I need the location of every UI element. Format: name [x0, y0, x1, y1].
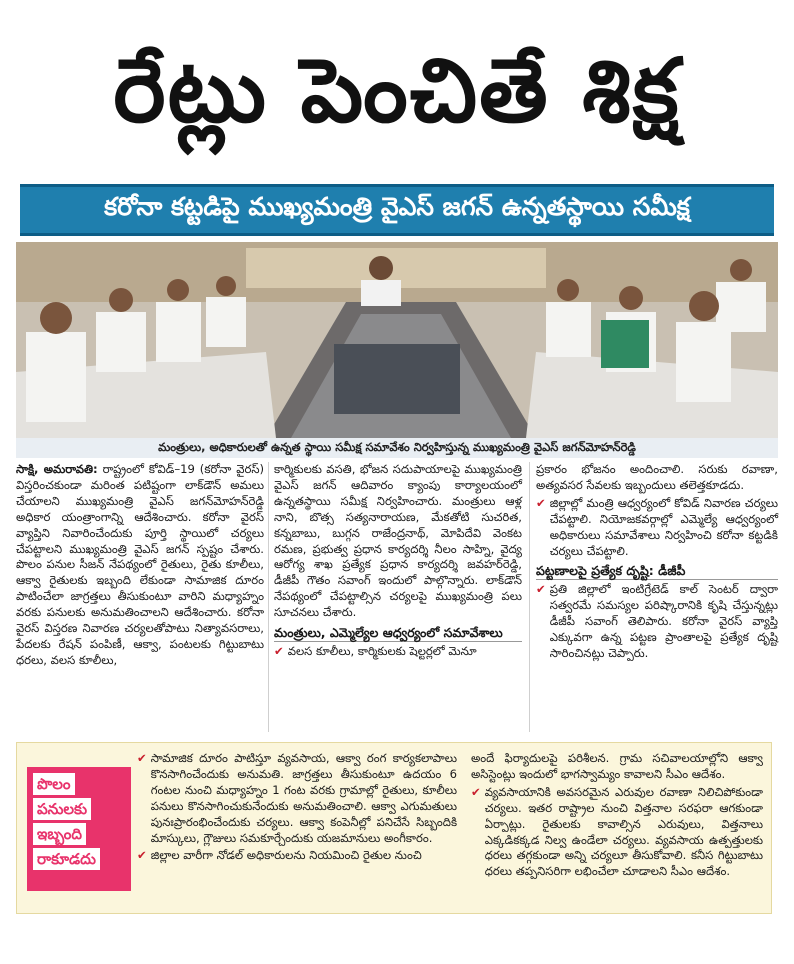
check-icon: ✔ — [471, 784, 481, 799]
headline: రేట్లు పెంచితే శిక్ష — [113, 39, 681, 142]
article-column-2 — [274, 462, 522, 662]
box-label — [27, 767, 131, 891]
box-label-line: ఇబ్బంది — [33, 823, 86, 845]
column-divider — [529, 462, 530, 732]
subheadline-banner — [20, 184, 774, 236]
article-text: రాష్ట్రంలో కోవిడ్–19 (కరోనా వైరస్) విస్తరించకుండా మరింత పటిష్టంగా లాక్‌డౌన్ అమలు చేయాలని ముఖ్యమంత్రి వైఎస్ జగన్‌మోహన్‌రెడ్డి అధికార యంత్రాంగాన్ని ఆదేశించారు. కరోనా వైరస్ వ్యాప్తిని నివారించేందుకు పూర్తి స్థాయిలో చర్యలు చేపట్టాలని ముఖ్యమంత్రి వైఎస్ జగన్ స్పష్టం చేశారు. పొలం పనుల సీజన్ నేపథ్యంలో రైతులు, రైతు కూలీలు, ఆక్వా రైతులకు ఇబ్బంది లేకుండా సామాజిక దూరం పాటించేలా జాగ్రత్తలు తీసుకుంటూ వారిని మధ్యాహ్నం వరకు పనులకు అనుమతించాలని ఆదేశించారు. కరోనా వైరస్ విస్తరణ నివారణ చర్యలతోపాటు నిత్యావసరాలు, పేదలకు రేషన్ పంపిణీ, ఆక్వా, పంటలకు గిట్టుబాటు ధరలు, వలస కూలీలు, — [16, 462, 264, 667]
check-icon: ✔ — [137, 751, 147, 765]
article-body — [16, 462, 778, 738]
dateline: సాక్షి, అమరావతి: — [16, 462, 98, 476]
box-text: అందే ఫిర్యాదులపై పరిశీలన. గ్రామ సచివాలయాల్లోని ఆక్వా అసిస్టెంట్లు ఇందులో భాగస్వామ్యం కావాలని సీఎం ఆదేశం. — [471, 751, 763, 781]
bullet-text: జిల్లాల వారీగా నోడల్ అధికారులను నియమించి రైతుల నుంచి — [150, 848, 422, 863]
photo-caption: మంత్రులు, అధికారులతో ఉన్నత స్థాయి సమీక్ష సమావేశం నిర్వహిస్తున్న ముఖ్యమంత్రి వైఎస్ జగన్‌మోహన్‌రెడ్డి — [16, 438, 778, 458]
box-column-right — [471, 751, 763, 882]
check-icon: ✔ — [137, 848, 147, 863]
check-icon: ✔ — [536, 582, 546, 597]
section-subhead: మంత్రులు, ఎమ్మెల్యేల ఆధ్వర్యంలో సమావేశాలు — [274, 625, 522, 642]
box-label-line: పనులకు — [33, 798, 91, 820]
bullet-item — [471, 785, 763, 880]
article-text: కార్మికులకు వసతి, భోజన సదుపాయాలపై ముఖ్యమంత్రి వైఎస్ జగన్ ఆదివారం క్యాంపు కార్యాలయంలో ఉన్నతస్థాయి సమీక్ష నిర్వహించారు. మంత్రులు ఆళ్ల నాని, బొత్స సత్యనారాయణ, మేకతోటి సుచరిత, కన్నబాబు, బుగ్గన రాజేంద్రనాథ్, మోపిదేవి వెంకట రమణ, ప్రభుత్వ ప్రధాన కార్యదర్శి నీలం సాహ్ని, వైద్య ఆరోగ్య శాఖ ప్రత్యేక ప్రధాన కార్యదర్శి జవహర్‌రెడ్డి, డీజీపీ గౌతం సవాంగ్ ఇందులో పాల్గొన్నారు. లాక్‌డౌన్ నేపథ్యంలో చేపట్టాల్సిన చర్యలపై ముఖ్యమంత్రి పలు సూచనలు చేశారు. — [274, 462, 522, 620]
bullet-item — [536, 496, 778, 560]
bullet-item — [274, 644, 522, 660]
bullet-text: వలస కూలీలు, కార్మికులకు షెల్టర్లలో మెనూ — [287, 643, 477, 658]
check-icon: ✔ — [274, 643, 284, 658]
column-divider — [268, 462, 269, 732]
bullet-item — [536, 582, 778, 662]
article-column-1 — [16, 462, 264, 671]
bullet-text: ప్రతి జిల్లాలో ఇంటిగ్రేటెడ్ కాల్ సెంటర్ ద్వారా సత్వరమే సమస్యల పరిష్కారానికి కృషి చేస్తున్నట్లు డీజీపీ సవాంగ్ తెలిపారు. కరోనా వైరస్ వ్యాప్తి ఎక్కువగా ఉన్న పట్టణ ప్రాంతాలపై ప్రత్యేక దృష్టి సారించినట్లు చెప్పారు. — [549, 582, 778, 660]
highlight-box — [16, 742, 772, 914]
bullet-text: వ్యవసాయానికి అవసరమైన ఎరువుల రవాణా నిలిచిపోకుండా చర్యలు. ఇతర రాష్ట్రాల నుంచి విత్తనాల సరఫరా ఆగకుండా ఏర్పాట్లు. రైతులకు కావాల్సిన ఎరువులు, విత్తనాలు ఎక్కడికక్కడ నిల్వ ఉండేలా చర్యలు. వ్యవసాయ ఉత్పత్తులకు ధరలు తగ్గకుండా అన్ని చర్యలూ తీసుకోవాలి. కనీస గిట్టుబాటు ధరలు తప్పనిసరిగా లభించేలా చూడాలని సీఎం ఆదేశం. — [484, 784, 763, 879]
bullet-item — [137, 751, 457, 846]
box-label-line: పొలం — [33, 773, 75, 795]
article-column-3 — [536, 462, 778, 664]
meeting-photo — [16, 242, 778, 438]
check-icon: ✔ — [536, 495, 546, 510]
article-text: ప్రకారం భోజనం అందించాలి. సరుకు రవాణా, అత్యవసర సేవలకు ఇబ్బందులు తలెత్తకూడదు. — [536, 462, 778, 492]
bullet-text: సామాజిక దూరం పాటిస్తూ వ్యవసాయ, ఆక్వా రంగ కార్యకలాపాలు కొనసాగించేందుకు అనుమతి. జాగ్రత్తలు తీసుకుంటూ ఉదయం 6 గంటల నుంచి మధ్యాహ్నం 1 గంట వరకు గ్రామాల్లో రైతులు, కూలీలు పనులు కొనసాగించుకునేందుకు అనుమతించాలి. ఆక్వా ఎగుమతులు పునఃప్రారంభించేందుకు చర్యలు. ఆక్వా కంపెనీల్లో పనిచేసే సిబ్బందికి మాస్కులు, గ్లౌజులు సమకూర్చేందుకు యజమానులు అంగీకారం. — [150, 751, 457, 845]
section-subhead: పట్టణాలపై ప్రత్యేక దృష్టి: డీజీపీ — [536, 563, 778, 580]
bullet-text: జిల్లాల్లో మంత్రి ఆధ్వర్యంలో కోవిడ్ నివారణ చర్యలు చేపట్టాలి. నియోజకవర్గాల్లో ఎమ్మెల్యే ఆధ్వర్యంలో అధికారులు సమావేశాలు నిర్వహించి కరోనా కట్టడికి చర్యలు చేపట్టాలి. — [549, 495, 778, 558]
subheadline-text: కరోనా కట్టడిపై ముఖ్యమంత్రి వైఎస్ జగన్ ఉన్నతస్థాయి సమీక్ష — [104, 192, 690, 221]
bullet-item — [137, 848, 457, 864]
box-column-left — [117, 751, 457, 866]
box-label-line: రాకూడదు — [33, 848, 100, 870]
